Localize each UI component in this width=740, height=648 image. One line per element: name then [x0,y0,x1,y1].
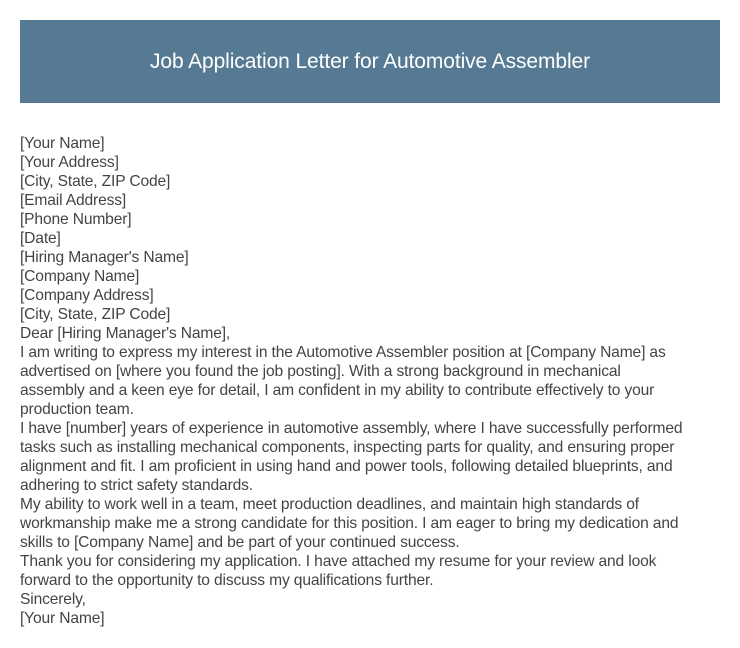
paragraph-line: forward to the opportunity to discuss my qualifications further. [20,572,434,589]
sender-city-state-zip: [City, State, ZIP Code] [20,173,171,190]
salutation: Dear [Hiring Manager's Name], [20,325,231,342]
letter-body [20,134,725,628]
paragraph-line: skills to [Company Name] and be part of your continued success. [20,534,460,551]
paragraph-intro [20,343,725,419]
paragraph-line: advertised on [where you found the job posting]. With a strong background in mechanical [20,363,621,380]
sender-name: [Your Name] [20,135,105,152]
recipient-hiring-manager: [Hiring Manager's Name] [20,249,189,266]
closing: Sincerely, [20,591,86,608]
paragraph-line: workmanship make me a strong candidate for this position. I am eager to bring my dedication and [20,515,679,532]
recipient-company-address: [Company Address] [20,287,154,304]
sender-address: [Your Address] [20,154,119,171]
paragraph-line: I am writing to express my interest in the Automotive Assembler position at [Company Name] as [20,344,666,361]
signature: [Your Name] [20,610,105,627]
paragraph-line: production team. [20,401,134,418]
title-banner [20,20,720,103]
paragraph-line: adhering to strict safety standards. [20,477,253,494]
recipient-company-name: [Company Name] [20,268,140,285]
paragraph-line: I have [number] years of experience in automotive assembly, where I have successfully performed [20,420,683,437]
recipient-block [20,248,725,324]
sender-phone: [Phone Number] [20,211,132,228]
paragraph-thanks [20,552,725,590]
page-title: Job Application Letter for Automotive Assembler [149,49,591,73]
sender-email: [Email Address] [20,192,127,209]
paragraph-line: alignment and fit. I am proficient in using hand and power tools, following detailed blueprints, and [20,458,673,475]
letter-date: [Date] [20,230,61,247]
paragraph-teamwork [20,495,725,552]
sender-block [20,134,725,229]
paragraph-line: assembly and a keen eye for detail, I am confident in my ability to contribute effectively to your [20,382,655,399]
paragraph-experience [20,419,725,495]
paragraph-line: tasks such as installing mechanical components, inspecting parts for quality, and ensuring proper [20,439,675,456]
paragraph-line: My ability to work well in a team, meet production deadlines, and maintain high standards of [20,496,639,513]
paragraph-line: Thank you for considering my application. I have attached my resume for your review and look [20,553,657,570]
recipient-city-state-zip: [City, State, ZIP Code] [20,306,171,323]
